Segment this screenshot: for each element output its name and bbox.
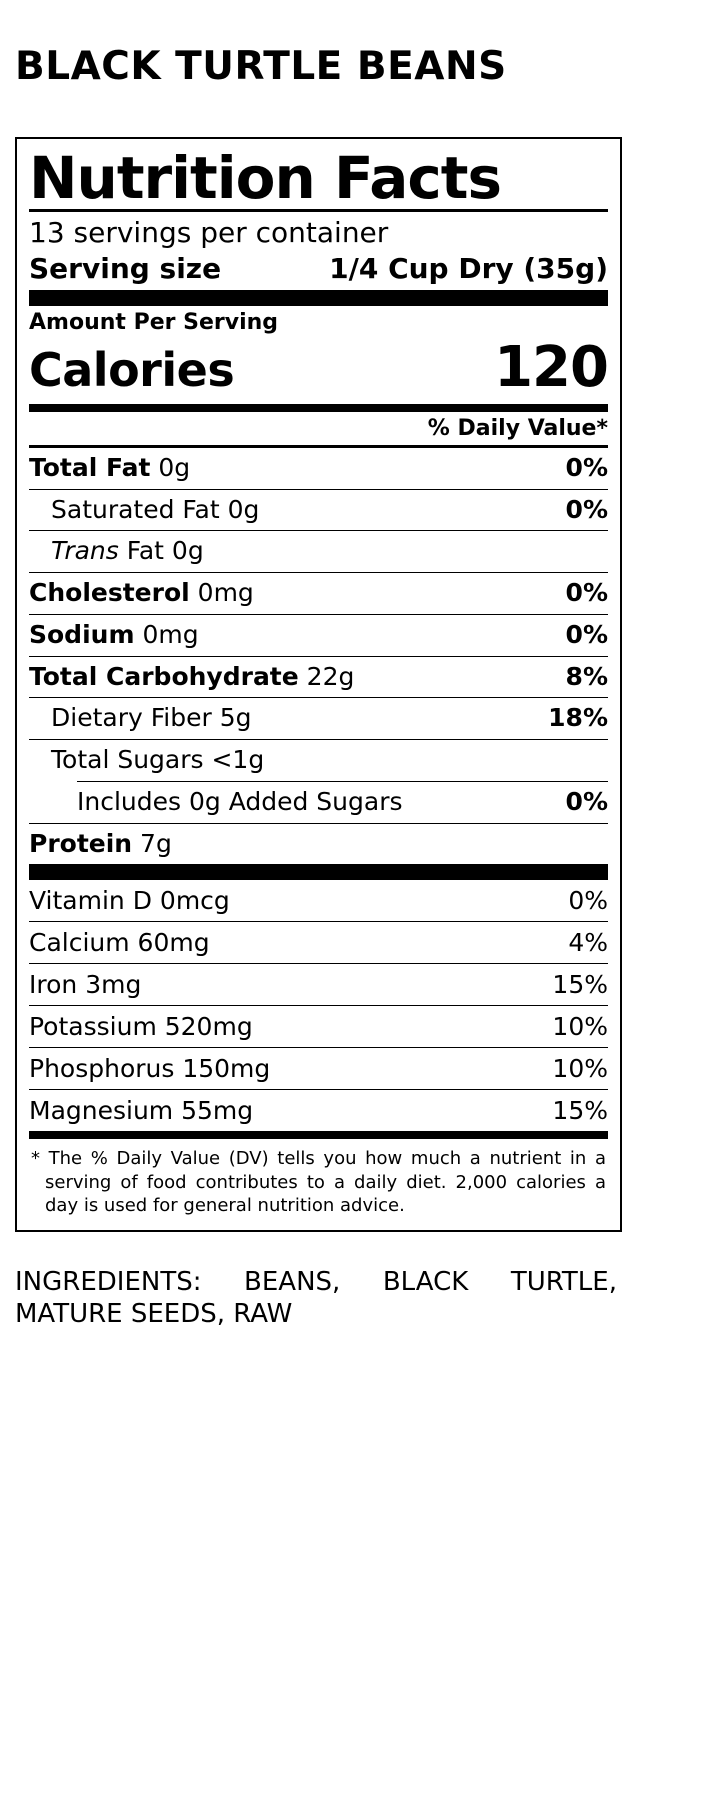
nutrient-name: Saturated Fat 0g <box>51 494 260 524</box>
nutrition-facts-heading: Nutrition Facts <box>29 143 501 212</box>
table-row <box>29 922 608 963</box>
nutrient-dv: 18% <box>548 703 608 733</box>
table-row <box>29 615 608 656</box>
nutrient-name: Total Sugars <1g <box>51 745 265 775</box>
micronutrient-dv: 15% <box>552 970 608 1000</box>
trans-rest: Fat 0g <box>118 536 204 566</box>
serving-size-label: Serving size <box>29 251 222 285</box>
micronutrient-name: Calcium 60mg <box>29 928 210 958</box>
micronutrient-dv: 4% <box>568 928 608 958</box>
nutrient-name-rest: 7g <box>132 828 172 858</box>
nutrient-name <box>29 663 354 692</box>
nutrient-name-rest: 22g <box>298 661 355 691</box>
page-title: BLACK TURTLE BEANS <box>15 44 507 89</box>
table-row <box>29 1048 608 1089</box>
calories-row <box>29 335 608 404</box>
table-row <box>29 531 608 572</box>
table-row <box>29 782 608 823</box>
table-row <box>29 1006 608 1047</box>
nutrient-name <box>29 830 172 859</box>
nutrient-name-bold: Total Fat <box>29 452 151 482</box>
ingredients-text: INGREDIENTS: BEANS, BLACK TURTLE, MATURE SEEDS, RAW <box>15 1266 617 1330</box>
micronutrient-name: Magnesium 55mg <box>29 1096 254 1126</box>
nutrient-name: Includes 0g Added Sugars <box>77 786 403 816</box>
serving-size-row <box>29 251 608 290</box>
micronutrient-name: Iron 3mg <box>29 970 142 1000</box>
micronutrient-dv: 10% <box>552 1012 608 1042</box>
table-row <box>29 964 608 1005</box>
nutrient-name-bold: Total Carbohydrate <box>29 661 299 691</box>
nutrient-name-rest: 0mg <box>134 619 199 649</box>
nutrient-name <box>29 621 199 650</box>
nutrient-name-bold: Cholesterol <box>29 578 190 608</box>
calories-label: Calories <box>29 342 235 397</box>
table-row <box>29 880 608 921</box>
micronutrient-dv: 0% <box>568 886 608 916</box>
daily-value-header: % Daily Value* <box>427 415 608 441</box>
nutrient-dv: 0% <box>565 786 608 816</box>
nutrient-name-bold: Sodium <box>29 619 135 649</box>
nutrient-dv: 0% <box>565 578 608 608</box>
divider-thick-vitamins <box>29 864 608 880</box>
daily-value-footnote <box>29 1139 608 1219</box>
micronutrient-dv: 15% <box>552 1096 608 1126</box>
table-row <box>29 573 608 614</box>
table-row <box>29 824 608 865</box>
nutrient-name-bold: Protein <box>29 828 133 858</box>
serving-size-value: 1/4 Cup Dry (35g) <box>329 251 608 285</box>
calories-value: 120 <box>494 334 608 400</box>
micronutrient-dv: 10% <box>552 1054 608 1084</box>
nutrient-dv: 8% <box>565 661 608 691</box>
divider-above-footnote <box>29 1131 608 1139</box>
nutrient-dv: 0% <box>565 494 608 524</box>
nutrient-name-rest: 0g <box>150 452 191 482</box>
footnote-star: * <box>31 1148 40 1170</box>
servings-per-container: 13 servings per container <box>29 215 389 249</box>
table-row <box>29 657 608 698</box>
divider-under-calories <box>29 404 608 412</box>
nutrient-name <box>29 454 190 483</box>
nutrition-facts-panel <box>15 137 622 1232</box>
nutrient-dv: 0% <box>565 619 608 649</box>
table-row <box>29 1090 608 1131</box>
micronutrient-name: Vitamin D 0mcg <box>29 886 230 916</box>
micronutrient-name: Potassium 520mg <box>29 1012 253 1042</box>
trans-italic: Trans <box>51 536 119 566</box>
table-row <box>29 448 608 489</box>
nutrient-name-rest: 0mg <box>189 578 254 608</box>
nutrient-name <box>51 537 204 566</box>
divider-thick-top <box>29 290 608 306</box>
nutrient-name <box>29 579 254 608</box>
nutrient-dv: 0% <box>565 452 608 482</box>
table-row <box>29 698 608 739</box>
table-row <box>29 490 608 531</box>
amount-per-serving-label: Amount Per Serving <box>29 309 279 335</box>
micronutrient-name: Phosphorus 150mg <box>29 1054 271 1084</box>
footnote-text: The % Daily Value (DV) tells you how much a nutrient in a serving of food contributes to a daily diet. 2,000 calories a day is used for general nutrition advice. <box>45 1148 606 1217</box>
nutrient-name: Dietary Fiber 5g <box>51 703 252 733</box>
table-row <box>29 740 608 781</box>
